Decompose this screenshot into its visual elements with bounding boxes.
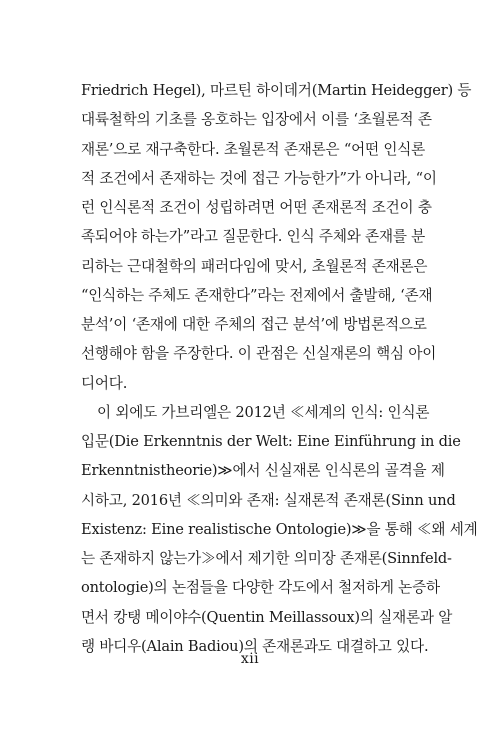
text-line: ontologie)의 논점들을 다양한 각도에서 철저하게 논증하 [81,579,440,597]
text-line: Existenz: Eine realistische Ontologie)≫을 통해 ≪왜 세계 [81,520,478,538]
text-line: 대륙철학의 기초를 옹호하는 입장에서 이를 ‘초월론적 존 [81,111,432,129]
text-line: “인식하는 주체도 존재한다”라는 전제에서 출발해, ‘존재 [81,286,433,304]
text-line: 선행해야 함을 주장한다. 이 관점은 신실재론의 핵심 아이 [81,345,437,363]
text-line: 면서 캉탱 메이야수(Quentin Meillassoux)의 실재론과 알 [81,608,453,626]
page-number: xii [240,651,260,667]
text-line: 랭 바디우(Alain Badiou)의 존재론과도 대결하고 있다. [81,637,429,655]
paragraph-2 [81,398,478,661]
body-text [81,76,478,661]
text-line: 디어다. [81,374,128,392]
text-line: Friedrich Hegel), 마르틴 하이데거(Martin Heidegger) 등 [81,82,472,99]
text-line: 이 외에도 가브리엘은 2012년 ≪세계의 인식: 인식론 [97,403,430,421]
paragraph-1 [81,76,472,398]
text-line: 리하는 근대철학의 패러다임에 맞서, 초월론적 존재론은 [81,257,428,275]
text-line: 재론’으로 재구축한다. 초월론적 존재론은 “어떤 인식론 [81,140,426,158]
text-line: 족되어야 하는가”라고 질문한다. 인식 주체와 존재를 분 [81,228,426,246]
text-line: 는 존재하지 않는가≫에서 제기한 의미장 존재론(Sinnfeld- [81,550,452,567]
text-line: 시하고, 2016년 ≪의미와 존재: 실재론적 존재론(Sinn und [81,491,456,509]
text-line: 분석’이 ‘존재에 대한 주체의 접근 분석’에 방법론적으로 [81,316,427,333]
text-line: 적 조건에서 존재하는 것에 접근 가능한가”가 아니라, “이 [81,169,437,187]
text-line: Erkenntnistheorie)≫에서 신실재론 인식론의 골격을 제 [81,462,445,480]
text-line: 런 인식론적 조건이 성립하려면 어떤 존재론적 조건이 충 [81,199,432,216]
text-line: 입문(Die Erkenntnis der Welt: Eine Einführung in die [81,433,461,450]
